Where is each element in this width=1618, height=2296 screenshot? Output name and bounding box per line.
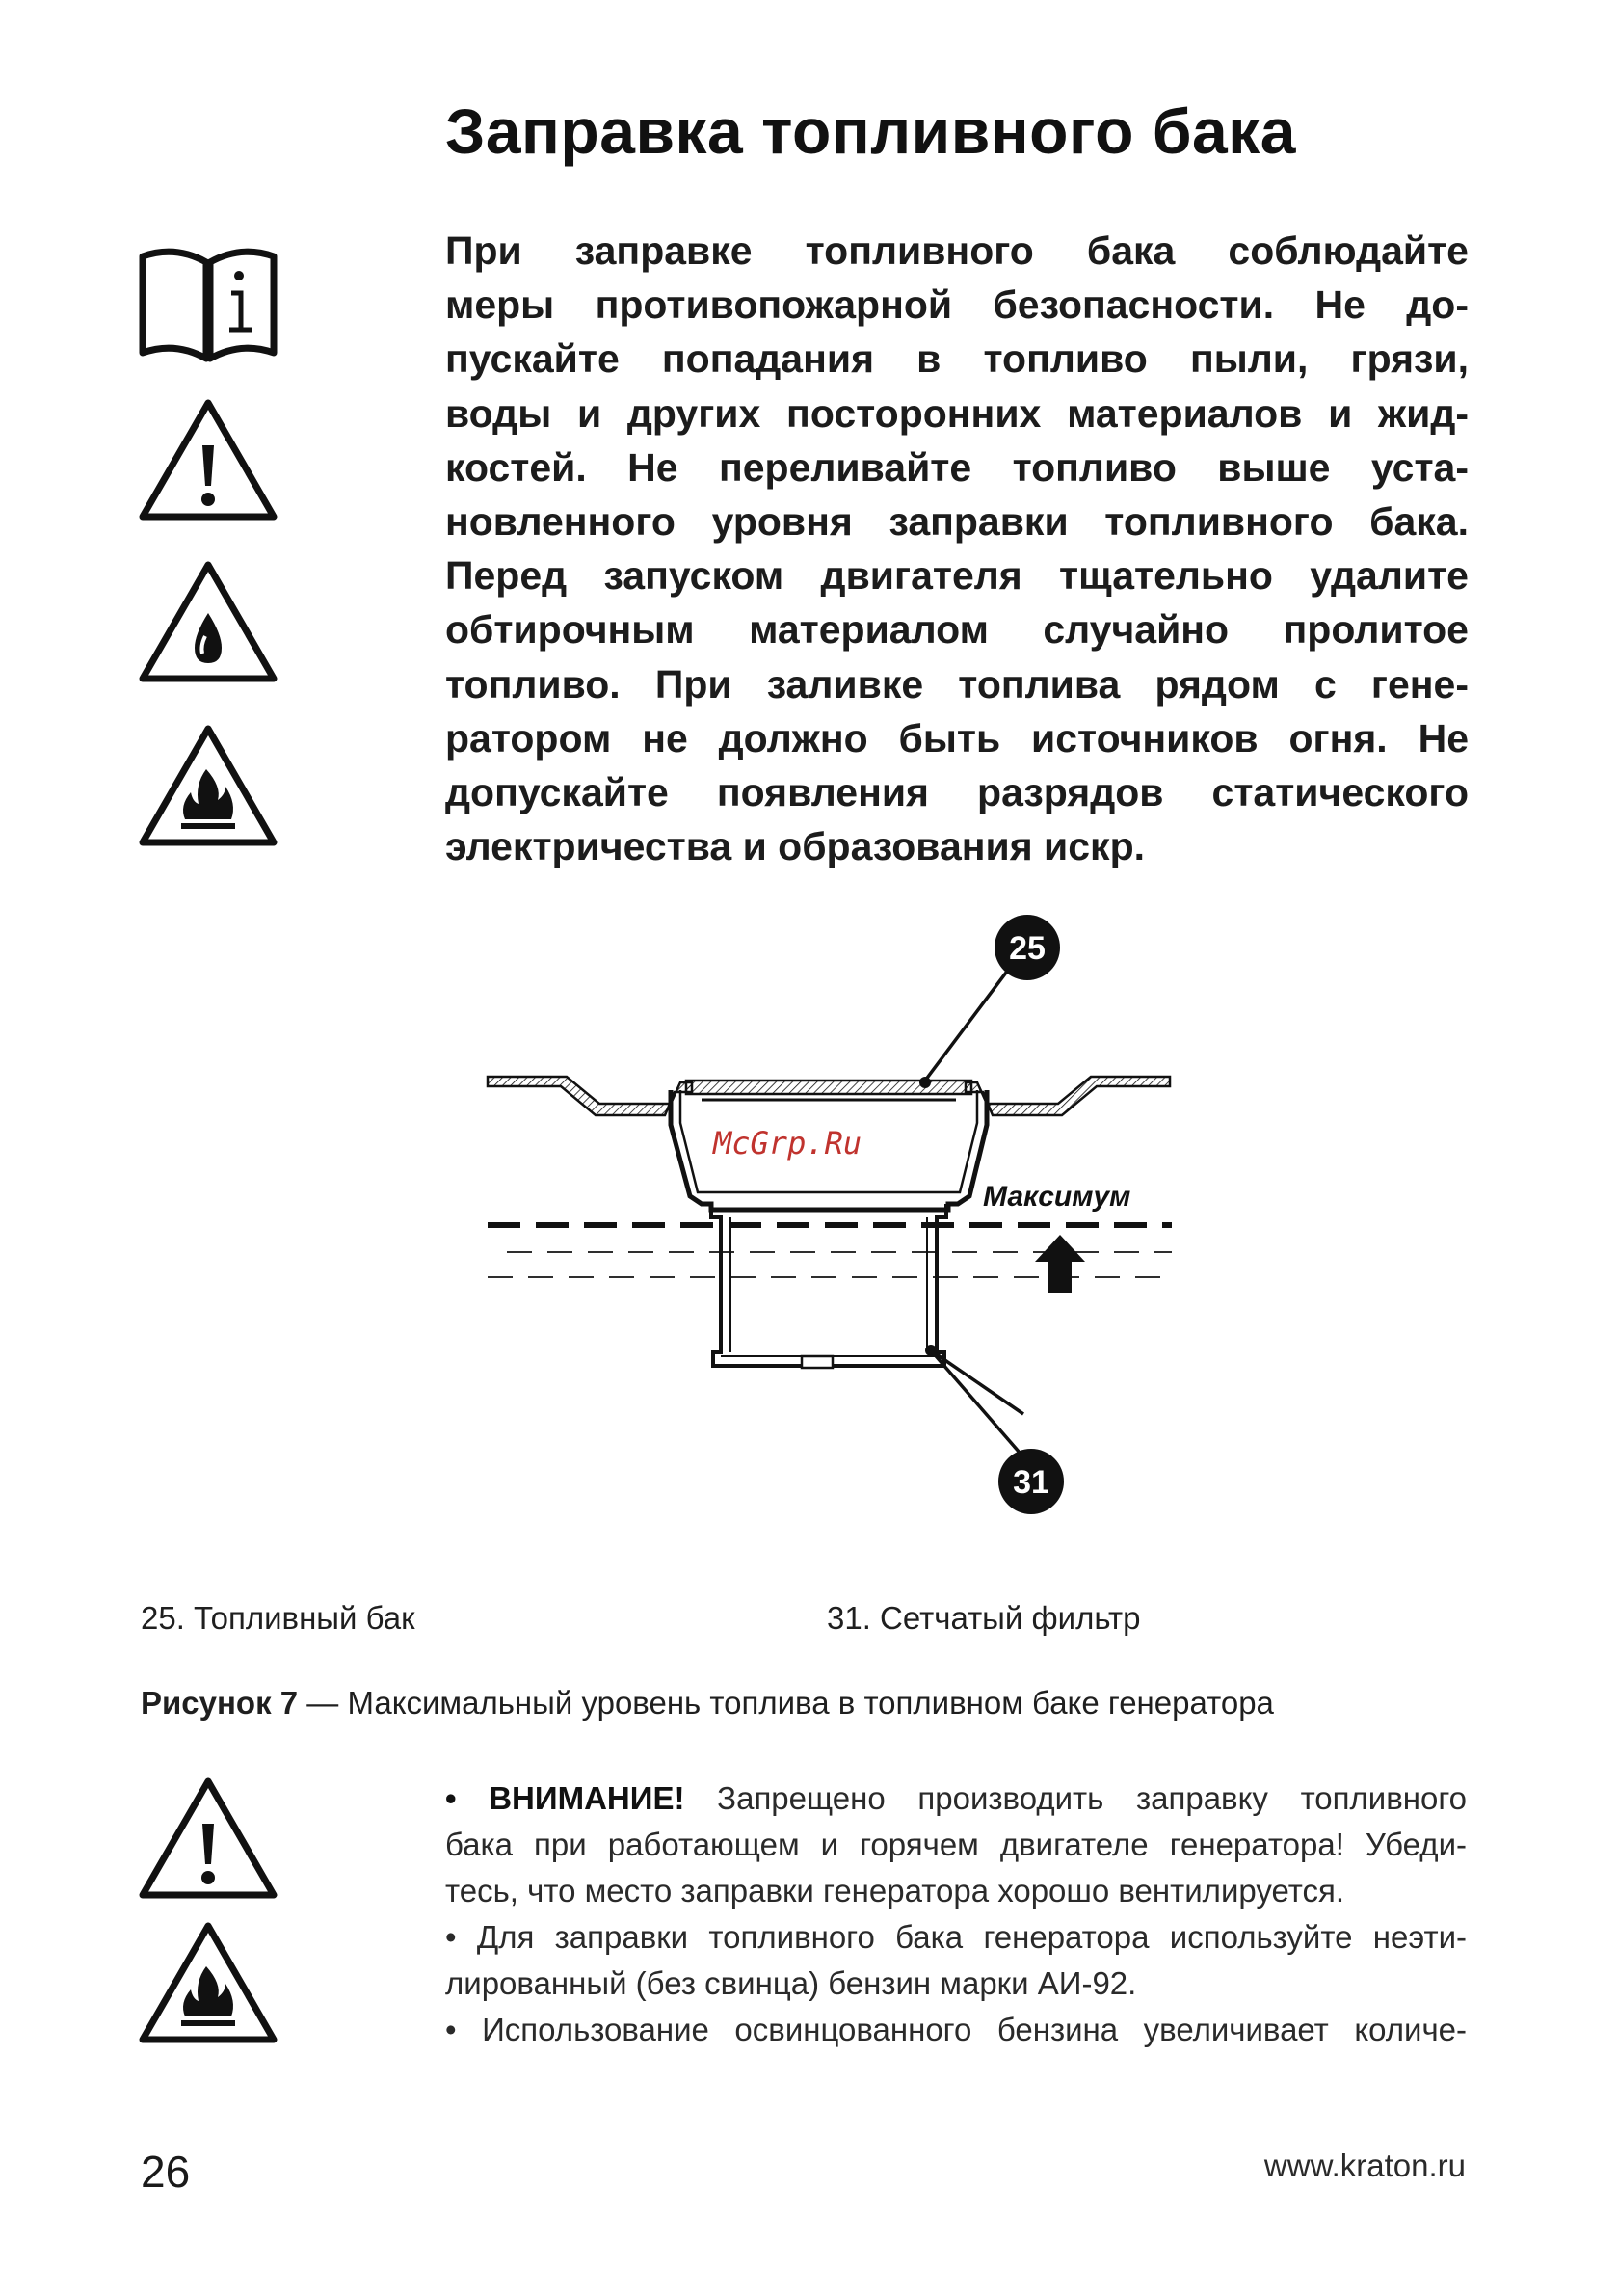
intro-line: ратором не должно быть источников огня. Не xyxy=(445,715,1469,761)
note-line: бака при работающем и горячем двигателе генератора! Убеди- xyxy=(445,1827,1467,1862)
intro-line: меры противопожарной безопасности. Не до- xyxy=(445,282,1469,328)
note-line: • Для заправки топливного бака генератора используйте неэти- xyxy=(445,1919,1467,1955)
website-link[interactable]: www.kraton.ru xyxy=(1263,2148,1466,2183)
intro-line: пускайте попадания в топливо пыли, грязи, xyxy=(445,336,1469,382)
caption-item-25: 25. Топливный бак xyxy=(141,1600,415,1636)
note-line: тесь, что место заправки генератора хорошо вентилируется. xyxy=(445,1873,1345,1909)
flammable-icon xyxy=(139,723,278,848)
max-arrow-icon xyxy=(1035,1235,1085,1293)
warning-exclamation-icon xyxy=(139,397,278,522)
manual-info-icon xyxy=(139,245,278,370)
intro-line: новленного уровня заправки топливного бака. xyxy=(445,499,1469,545)
watermark: McGrp.Ru xyxy=(713,1125,862,1161)
caption-item-31: 31. Сетчатый фильтр xyxy=(827,1600,1141,1636)
intro-line: При заправке топливного бака соблюдайте xyxy=(445,228,1469,273)
figure-text: — Максимальный уровень топлива в топливном баке генератора xyxy=(298,1685,1274,1721)
oil-fire-hazard-icon xyxy=(139,559,278,684)
flammable-icon xyxy=(139,1920,278,2045)
note-line: • Использование освинцованного бензина увеличивает количе- xyxy=(445,2012,1467,2047)
tank-shell-right xyxy=(966,1077,1170,1115)
filter-basket xyxy=(711,1204,946,1366)
intro-paragraph xyxy=(445,224,1469,873)
intro-line: обтирочным материалом случайно пролитое xyxy=(445,607,1469,653)
page-number: 26 xyxy=(141,2147,191,2197)
fuel-tank-diagram xyxy=(472,911,1185,1537)
warning-label: • ВНИМАНИЕ! xyxy=(445,1780,685,1816)
intro-line: костей. Не переливайте топливо выше уста- xyxy=(445,444,1469,490)
page-title: Заправка топливного бака xyxy=(445,95,1296,167)
intro-line: топливо. При заливке топлива рядом с гене- xyxy=(445,661,1469,707)
intro-line: допускайте появления разрядов статического xyxy=(445,770,1469,815)
callout-31-label: 31 xyxy=(1013,1464,1049,1501)
figure-caption xyxy=(141,1685,1490,1722)
intro-line: электричества и образования искр. xyxy=(445,824,1146,869)
callout-25-label: 25 xyxy=(1009,930,1046,967)
note-line: • ВНИМАНИЕ! Запрещено производить заправку топливного xyxy=(445,1780,1467,1816)
tank-shell-left xyxy=(488,1077,692,1115)
safety-notes xyxy=(445,1775,1467,2053)
warning-exclamation-icon xyxy=(139,1775,278,1901)
max-label: Максимум xyxy=(983,1181,1131,1213)
figure-label: Рисунок 7 xyxy=(141,1685,299,1721)
intro-line: воды и других посторонних материалов и жид- xyxy=(445,390,1469,436)
intro-line: Перед запуском двигателя тщательно удалите xyxy=(445,553,1469,599)
note-line: лированный (без свинца) бензин марки АИ-92. xyxy=(445,1965,1137,2001)
